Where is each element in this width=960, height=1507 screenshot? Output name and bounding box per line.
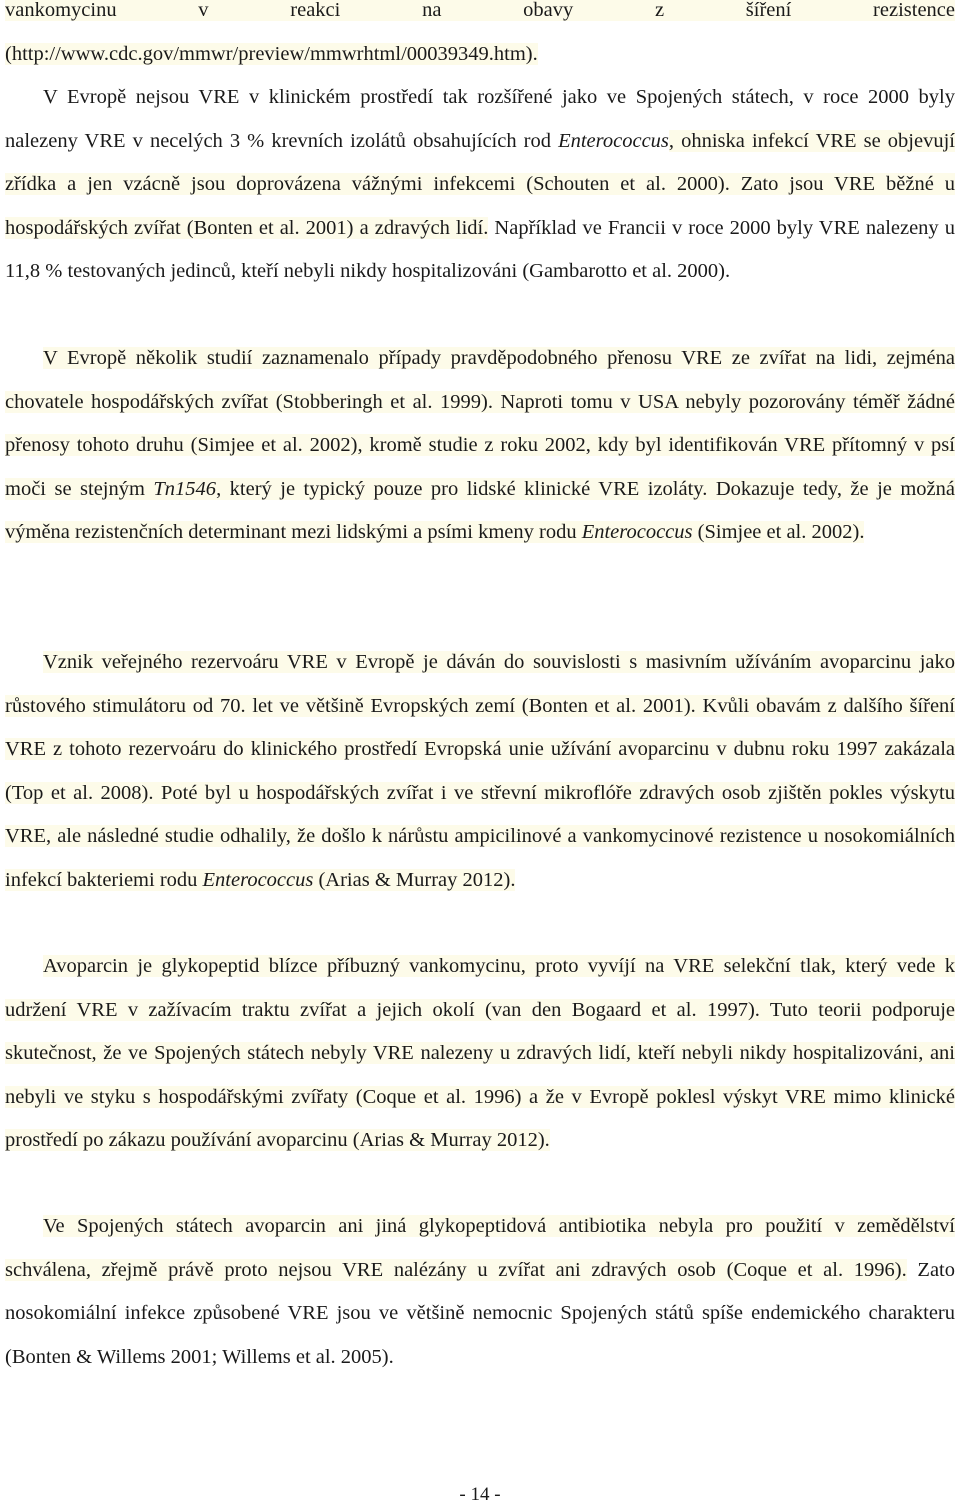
paragraph-3 <box>5 337 955 555</box>
paragraph-3-run: Tn1546 <box>153 477 217 500</box>
paragraph-2-run: Zato jsou VRE běžné u hospodářských zvířat (Bonten et al. 2001) a zdravých lidí. <box>5 173 955 239</box>
paragraph-3-run: , který je typický pouze pro lidské klinické VRE izoláty. <box>216 477 708 500</box>
paragraph-2 <box>5 76 955 294</box>
paragraph-3-run: (Simjee et al. 2002). <box>692 521 865 544</box>
paragraph-4-run: Enterococcus <box>202 868 314 891</box>
paragraph-2-run: V Evropě nejsou VRE v klinickém prostředí tak rozšířené jako ve Spojených státech, v roce 2000 byly nalezeny VRE v necelých 3 % krevních izolátů obsahujících rod <box>5 86 955 152</box>
paragraph-1 <box>5 0 955 76</box>
paragraph-3-run: Dokazuje tedy, že je možná výměna rezistenčních determinant mezi lidskými a psími kmeny rodu <box>5 477 956 544</box>
paragraph-6 <box>5 1205 955 1379</box>
paragraph-3-run: Enterococcus <box>581 521 693 544</box>
paragraph-3-run: V Evropě několik studií zaznamenalo případy pravděpodobného přenosu VRE ze zvířat na lidi, zejména chovatele hospodářských zvířat (Stobberingh et al. 1999). <box>5 347 955 413</box>
paragraph-4-run: Kvůli obavám z dalšího šíření VRE z tohoto rezervoáru do klinického prostředí Evropská unie užívání avoparcinu v dubnu roku 1997 zakázala (Top et al. 2008). <box>5 694 955 804</box>
paragraph-4-run: Vznik veřejného rezervoáru VRE v Evropě je dáván do souvislosti s masivním užíváním avoparcinu jako růstového stimulátoru od 70. let ve většině Evropských zemí (Bonten et al. 2001). <box>5 651 955 717</box>
page-number: - 14 - <box>459 1484 501 1505</box>
paragraph-5-run: Avoparcin je glykopeptid blízce příbuzný vankomycinu, proto vyvíjí na VRE selekční tlak, který vede k udržení VRE v zažívacím traktu zvířat a jejich okolí (van den Bogaard et al. 1997). <box>5 955 955 1021</box>
paragraph-1-run: vankomycinu v reakci na obavy z šíření rezistence (http://www.cdc.gov/mmwr/preview/mmwrhtml/00039349.htm). <box>5 0 955 65</box>
paragraph-2-run: Například ve Francii v roce 2000 byly VRE nalezeny u 11,8 % testovaných jedinců, kteří nebyli nikdy hospitalizováni (Gambarotto et al. 2000). <box>5 216 955 283</box>
paragraph-2-run: Enterococcus <box>558 129 669 152</box>
paragraph-5-run: Tuto teorii podporuje skutečnost, že ve Spojených státech nebyly VRE nalezeny u zdravých lidí, kteří nebyli nikdy hospitalizováni, ani nebyli ve styku s hospodářskými zvířaty (Coque et al. 1996) a že v Evropě poklesl výskyt VRE mimo klinické prostředí po zákazu používání avoparcinu (Arias & Murray 2012). <box>5 998 956 1152</box>
paragraph-6-run: Zato nosokomiální infekce způsobené VRE jsou ve většině nemocnic Spojených států spíše endemického charakteru (Bonten & Willems 2001; Willems et al. 2005). <box>5 1258 955 1368</box>
paragraph-5 <box>5 945 955 1163</box>
paragraph-6-run: Ve Spojených státech avoparcin ani jiná glykopeptidová antibiotika nebyla pro použití v zemědělství schválena, zřejmě právě proto nejsou VRE nalézány u zvířat ani zdravých osob (Coque et al. 1996). <box>5 1215 955 1281</box>
paragraph-4 <box>5 641 955 903</box>
paragraph-2-run: , ohniska infekcí VRE se objevují zřídka a jen vzácně jsou doprovázena vážnými infekcemi (Schouten et al. 2000). <box>5 129 955 196</box>
paragraph-4-run: Poté byl u hospodářských zvířat i ve střevní mikroflóře zdravých osob zjištěn pokles výskytu VRE, ale následné studie odhalily, že došlo k nárůstu ampicilinové a vankomycinové rezistence u nosokomiálních infekcí bakteriemi rodu <box>5 781 955 891</box>
paragraph-3-run: Naproti tomu v USA nebyly pozorovány téměř žádné přenosy tohoto druhu (Simjee et al. 2002), kromě studie z roku 2002, kdy byl identifikován VRE přítomný v psí moči se stejným <box>5 390 955 500</box>
paragraph-4-run: (Arias & Murray 2012). <box>313 868 516 891</box>
